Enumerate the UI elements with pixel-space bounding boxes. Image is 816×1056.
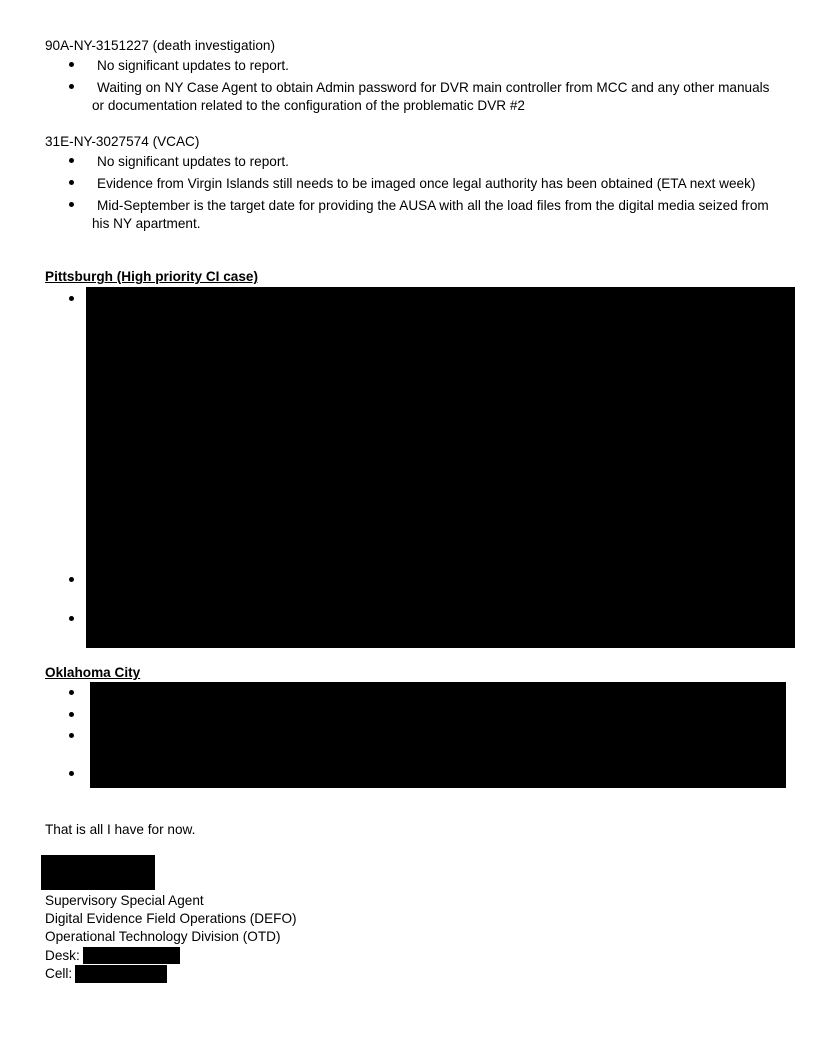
- bullet-icon: [69, 84, 74, 89]
- signature-title: Supervisory Special Agent: [45, 893, 204, 908]
- list-item-continuation: or documentation related to the configuration of the problematic DVR #2: [92, 98, 525, 113]
- section-heading-pittsburgh: Pittsburgh (High priority CI case): [45, 269, 258, 284]
- section-heading-oklahoma-city: Oklahoma City: [45, 665, 141, 680]
- bullet-icon: [69, 712, 74, 717]
- list-item: Waiting on NY Case Agent to obtain Admin password for DVR main controller from MCC and any other manuals: [97, 80, 770, 95]
- closing-line: That is all I have for now.: [45, 822, 196, 837]
- list-item: No significant updates to report.: [97, 154, 289, 169]
- bullet-icon: [69, 296, 74, 301]
- list-item: No significant updates to report.: [97, 58, 289, 73]
- bullet-icon: [69, 771, 74, 776]
- cell-label: Cell:: [45, 966, 73, 981]
- list-item: Mid-September is the target date for providing the AUSA with all the load files from the digital media seized from: [97, 198, 769, 213]
- signature-unit: Digital Evidence Field Operations (DEFO): [45, 911, 297, 926]
- case-title-death-investigation: 90A-NY-3151227 (death investigation): [45, 38, 275, 53]
- list-item: Evidence from Virgin Islands still needs to be imaged once legal authority has been obtained (ETA next week): [97, 176, 756, 191]
- bullet-icon: [69, 202, 74, 207]
- bullet-icon: [69, 577, 74, 582]
- signature-division: Operational Technology Division (OTD): [45, 929, 281, 944]
- redaction-cell-phone: [75, 965, 167, 983]
- bullet-icon: [69, 180, 74, 185]
- redaction-block: [86, 287, 795, 648]
- bullet-icon: [69, 62, 74, 67]
- bullet-icon: [69, 690, 74, 695]
- bullet-icon: [69, 733, 74, 738]
- list-item-continuation: his NY apartment.: [92, 216, 201, 231]
- bullet-icon: [69, 158, 74, 163]
- redaction-desk-phone: [83, 947, 180, 964]
- desk-label: Desk:: [45, 948, 80, 963]
- case-title-vcac: 31E-NY-3027574 (VCAC): [45, 134, 200, 149]
- bullet-icon: [69, 616, 74, 621]
- redaction-block: [90, 682, 786, 788]
- redaction-name: [41, 855, 155, 890]
